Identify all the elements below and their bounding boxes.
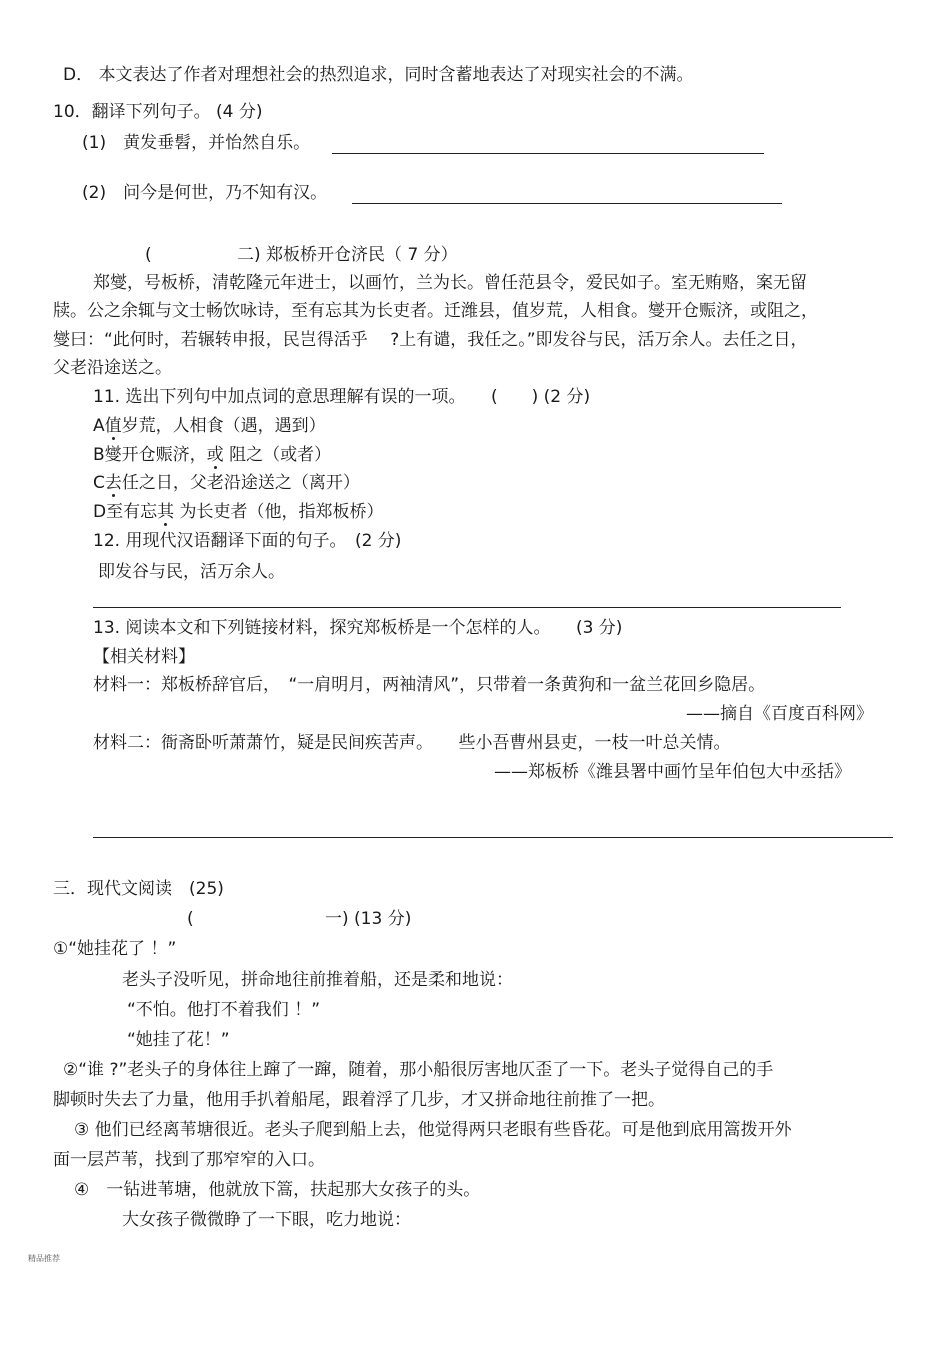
question-10-item-1: (1) 黄发垂髫，并怡然自乐。 xyxy=(82,133,311,153)
question-11-option-d[interactable] xyxy=(93,501,384,523)
passage-line-4: 父老沿途送之。 xyxy=(53,358,172,378)
section-2-open-paren: ( xyxy=(145,245,152,265)
question-11-option-c[interactable] xyxy=(93,472,360,494)
reading-line-2: 老头子没听见，拼命地往前推着船，还是柔和地说： xyxy=(122,970,513,990)
reading-line-1: ①“她挂花了 ！” xyxy=(53,939,177,959)
section-2-title: 二) 郑板桥开仓济民（ 7 分） xyxy=(237,245,458,265)
reading-line-7: ③ 他们已经离苇塘很近。老头子爬到船上去，他觉得两只老眼有些昏花。可是他到底用篙拨开外 xyxy=(74,1120,792,1140)
option-label: C xyxy=(93,473,105,493)
answer-line-13[interactable] xyxy=(93,837,893,838)
option-label: B燮开仓赈济， xyxy=(93,445,207,465)
reading-line-8: 面一层芦苇，找到了那窄窄的入口。 xyxy=(53,1150,325,1170)
material-1-source: ——摘自《百度百科网》 xyxy=(686,704,873,724)
material-1: 材料一：郑板桥辞官后， “一肩明月，两袖清风”，只带着一条黄狗和一盆兰花回乡隐居。 xyxy=(93,675,766,695)
option-text: 任之日，父老沿途送之（离开） xyxy=(121,473,360,493)
section-3-subheading: 一) (13 分) xyxy=(325,909,412,929)
option-label: D至有忘 xyxy=(93,502,158,522)
answer-line-12[interactable] xyxy=(93,607,841,608)
material-heading: 【相关材料】 xyxy=(93,647,195,667)
question-11-option-b[interactable] xyxy=(93,444,331,466)
section-3-heading: 三．现代文阅读 (25) xyxy=(53,879,224,899)
reading-line-3: “不怕。他打不着我们 ！” xyxy=(127,1000,321,1020)
option-d: D． 本文表达了作者对理想社会的热烈追求，同时含蓄地表达了对现实社会的不满。 xyxy=(63,65,694,85)
dotted-word: 其 xyxy=(157,502,175,522)
dotted-word: 或 xyxy=(206,445,224,465)
option-text: 岁荒，人相食（遇，遇到） xyxy=(121,416,326,436)
question-10-item-2: (2) 问今是何世，乃不知有汉。 xyxy=(82,183,328,203)
passage-line-2: 牍。公之余辄与文士畅饮咏诗，至有忘其为长吏者。迁潍县，值岁荒，人相食。燮开仓赈济，或阻之， xyxy=(53,301,818,321)
question-13: 13. 阅读本文和下列链接材料，探究郑板桥是一个怎样的人。 (3 分) xyxy=(93,618,623,638)
reading-line-5: ②“谁 ?”老头子的身体往上蹿了一蹿，随着，那小船很厉害地仄歪了一下。老头子觉得自己的手 xyxy=(63,1060,774,1080)
footer-watermark: 精品推荐 xyxy=(28,1254,60,1263)
material-2-source: ——郑板桥《潍县署中画竹呈年伯包大中丞括》 xyxy=(494,762,851,782)
passage-line-3: 燮曰：“此何时，若辗转申报，民岂得活乎 ?上有谴，我任之。”即发谷与民，活万余人。去任之日， xyxy=(53,330,808,350)
question-10: 10．翻译下列句子。 (4 分) xyxy=(53,102,263,122)
option-text: 阻之（或者） xyxy=(223,445,332,465)
question-11: 11. 选出下列句中加点词的意思理解有误的一项。 ( ) (2 分) xyxy=(93,387,591,407)
reading-line-9: ④ 一钻进苇塘，他就放下篙，扶起那大女孩子的头。 xyxy=(74,1180,481,1200)
question-12-sentence: 即发谷与民，活万余人。 xyxy=(98,562,285,582)
passage-line-1: 郑燮，号板桥，清乾隆元年进士，以画竹，兰为长。曾任范县令，爱民如子。室无贿赂，案无留 xyxy=(93,273,807,293)
reading-line-4: “她挂了花！” xyxy=(127,1030,230,1050)
answer-line-10-1[interactable] xyxy=(332,153,764,154)
option-text: 为长吏者（他，指郑板桥） xyxy=(174,502,384,522)
reading-line-10: 大女孩子微微睁了一下眼，吃力地说： xyxy=(122,1210,411,1230)
dotted-word: 去 xyxy=(104,473,122,493)
answer-line-10-2[interactable] xyxy=(352,203,782,204)
material-2: 材料二：衙斋卧听萧萧竹，疑是民间疾苦声。 些小吾曹州县吏，一枝一叶总关情。 xyxy=(93,733,731,753)
section-3-open-paren: ( xyxy=(187,909,194,929)
question-11-option-a[interactable] xyxy=(93,415,326,437)
question-12: 12. 用现代汉语翻译下面的句子。 (2 分) xyxy=(93,531,402,551)
option-label: A xyxy=(93,416,105,436)
reading-line-6: 脚顿时失去了力量，他用手扒着船尾，跟着浮了几步，才又拼命地往前推了一把。 xyxy=(53,1090,665,1110)
dotted-word: 值 xyxy=(104,416,122,436)
